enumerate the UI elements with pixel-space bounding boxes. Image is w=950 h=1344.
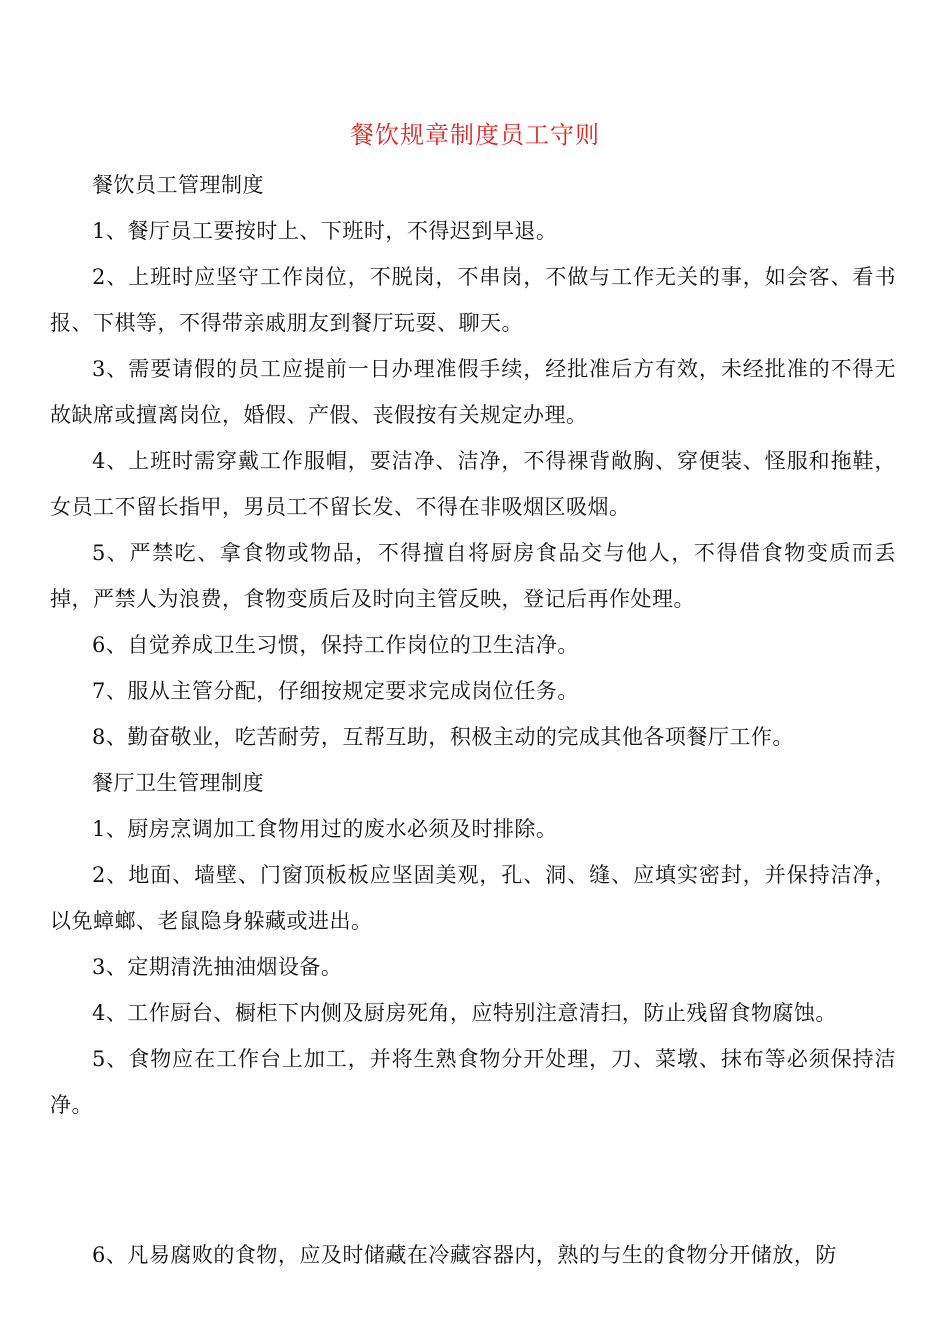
section-heading-hygiene-management: 餐厅卫生管理制度 [92,771,264,795]
staff-rule-2: 2、上班时应坚守工作岗位，不脱岗，不串岗，不做与工作无关的事，如会客、看书报、下棋等，不得带亲戚朋友到餐厅玩耍、聊天。 [50,265,896,335]
staff-rule-1: 1、餐厅员工要按时上、下班时，不得迟到早退。 [92,219,558,243]
hygiene-rule-4: 4、工作厨台、橱柜下内侧及厨房死角，应特别注意清扫，防止残留食物腐蚀。 [92,1001,837,1025]
hygiene-rule-5: 5、食物应在工作台上加工，并将生熟食物分开处理，刀、菜墩、抹布等必须保持洁净。 [50,1047,896,1117]
document-body-continued [50,1232,896,1278]
document-title: 餐饮规章制度员工守则 [350,121,600,149]
hygiene-rule-2: 2、地面、墙壁、门窗顶板板应坚固美观，孔、洞、缝、应填实密封，并保持洁净，以免蟑螂、老鼠隐身躲藏或进出。 [50,863,896,933]
staff-rule-8: 8、勤奋敬业，吃苦耐劳，互帮互助，积极主动的完成其他各项餐厅工作。 [92,725,794,749]
document-body [50,162,896,1128]
section-heading-staff-management: 餐饮员工管理制度 [92,173,264,197]
hygiene-rule-6: 6、凡易腐败的食物，应及时储藏在冷藏容器内，熟的与生的食物分开储放，防 [92,1243,837,1267]
staff-rule-3: 3、需要请假的员工应提前一日办理准假手续，经批准后方有效，未经批准的不得无故缺席或擅离岗位，婚假、产假、丧假按有关规定办理。 [50,357,896,427]
staff-rule-4: 4、上班时需穿戴工作服帽，要洁净、洁净，不得裸背敞胸、穿便装、怪服和拖鞋，女员工不留长指甲，男员工不留长发、不得在非吸烟区吸烟。 [50,449,896,519]
staff-rule-6: 6、自觉养成卫生习惯，保持工作岗位的卫生洁净。 [92,633,579,657]
hygiene-rule-1: 1、厨房烹调加工食物用过的废水必须及时排除。 [92,817,558,841]
hygiene-rule-3: 3、定期清洗抽油烟设备。 [92,955,343,979]
staff-rule-7: 7、服从主管分配，仔细按规定要求完成岗位任务。 [92,679,579,703]
staff-rule-5: 5、严禁吃、拿食物或物品，不得擅自将厨房食品交与他人，不得借食物变质而丢掉，严禁人为浪费，食物变质后及时向主管反映，登记后再作处理。 [50,541,896,611]
